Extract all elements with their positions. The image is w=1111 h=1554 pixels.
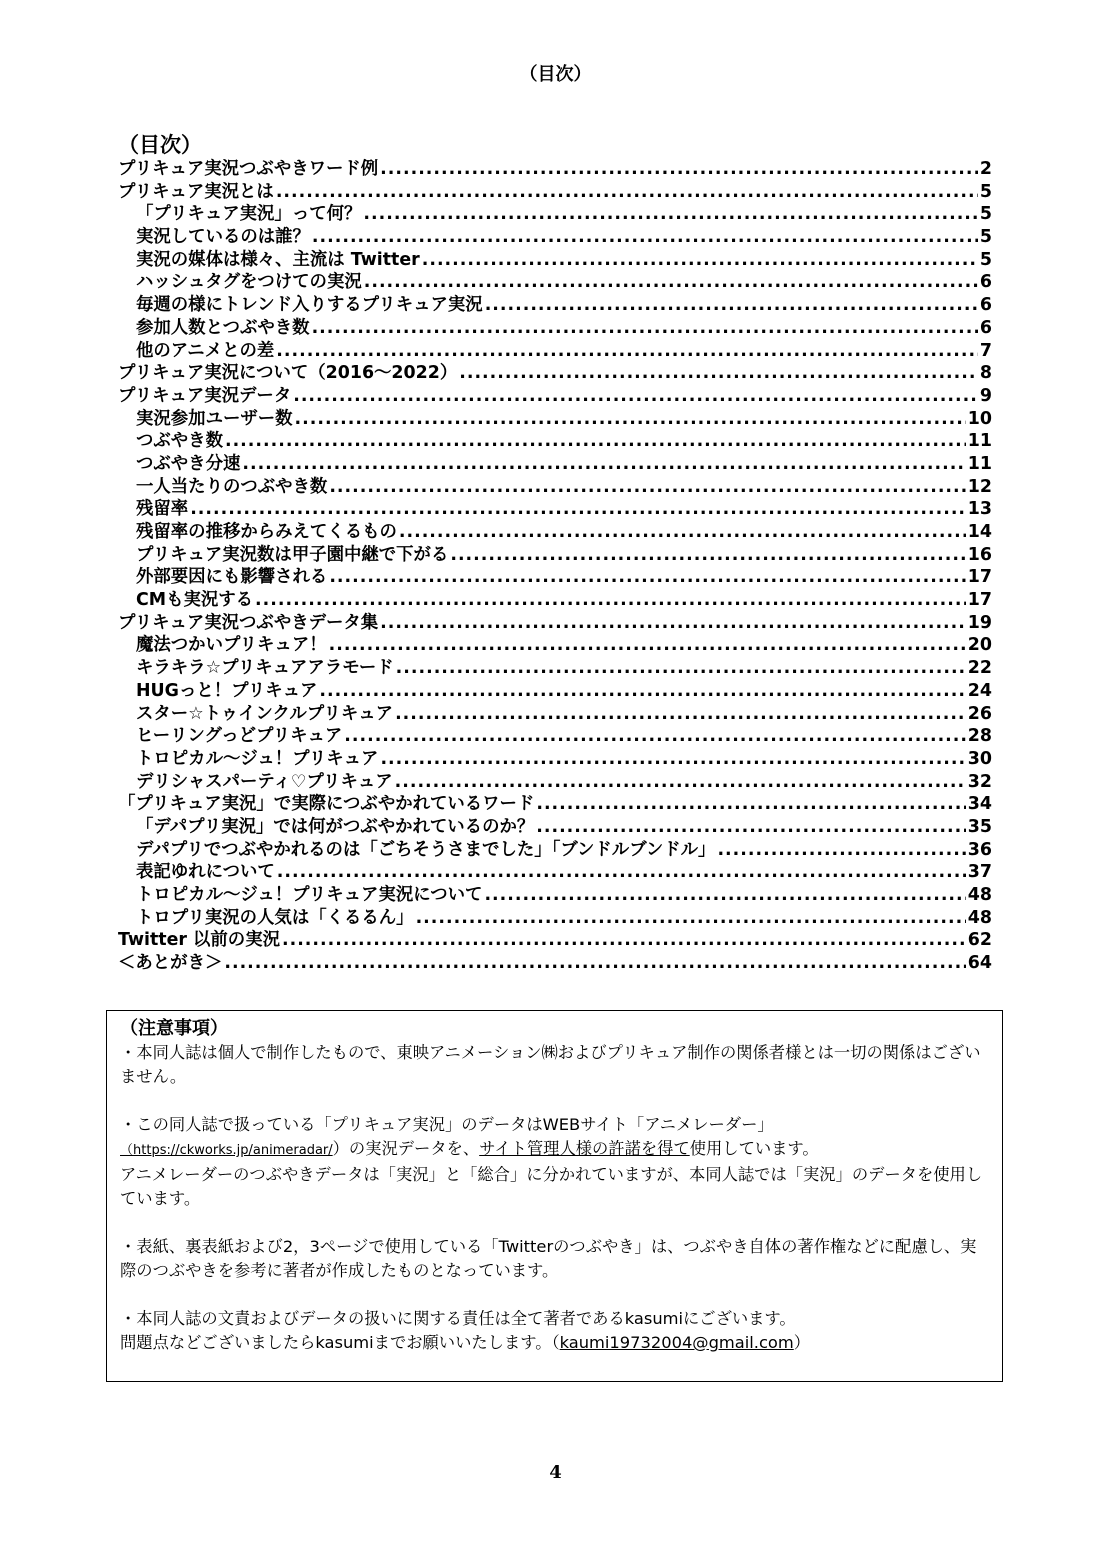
toc-entry-title: 外部要因にも影響される [136,567,328,588]
toc-entry-page: 36 [967,839,992,860]
toc-entry-page: 48 [967,907,992,928]
toc-leader-dots [224,952,965,975]
toc-entry[interactable] [118,771,992,794]
toc-leader-dots [329,634,966,657]
toc-entry-title: 残留率 [136,499,189,520]
toc-entry-title: 毎週の様にトレンド入りするプリキュア実況 [136,295,483,316]
toc-entry-title: 他のアニメとの差 [136,340,275,361]
toc-entry-title: プリキュア実況数は甲子園中継で下がる [136,544,449,565]
contact-email-link[interactable]: kaumi19732004@gmail.com [559,1333,794,1352]
toc-entry-page: 6 [979,295,992,316]
toc-entry-title: プリキュア実況とは [118,181,274,202]
toc-leader-dots [536,816,966,839]
toc-list [118,158,992,975]
notes-box [106,1010,1003,1382]
toc-leader-dots [536,793,965,816]
toc-entry-title: プリキュア実況つぶやきデータ集 [118,612,379,633]
note-data-source-line2: （https://ckworks.jp/animeradar/）の実況データを、サイト管理人様の許諾を得て使用しています。 [120,1139,819,1158]
toc-leader-dots [450,544,965,567]
toc-leader-dots [329,566,965,589]
toc-entry-page: 2 [979,159,992,179]
toc-entry[interactable] [118,793,992,816]
toc-leader-dots [319,680,965,703]
toc-entry-title: スター☆トゥインクルプリキュア [136,703,394,724]
toc-entry[interactable] [118,294,992,317]
toc-entry-title: 表記ゆれについて [136,862,275,883]
toc-entry-title: 「プリキュア実況」で実際につぶやかれているワード [118,794,535,815]
permission-text: サイト管理人様の許諾を得て [479,1139,690,1158]
table-of-contents [118,132,992,975]
toc-entry-title: つぶやき分速 [136,453,241,474]
toc-entry-page: 35 [967,816,992,837]
toc-entry-title: 「デパプリ実況」では何がつぶやかれているのか？ [136,816,535,837]
toc-entry-page: 17 [967,567,992,588]
toc-entry-page: 62 [967,930,992,951]
toc-leader-dots [363,203,978,226]
toc-leader-dots [484,884,965,907]
toc-entry-title: デパプリでつぶやかれるのは「ごちそうさまでした」「ブンドルブンドル」 [136,839,716,860]
toc-entry[interactable] [118,340,992,363]
toc-entry-title: 実況参加ユーザー数 [136,408,293,429]
toc-leader-dots [295,408,966,431]
toc-entry[interactable] [118,476,992,499]
toc-entry-title: 魔法つかいプリキュア！ [136,635,327,656]
toc-entry-title: トロプリ実況の人気は「くるるん」 [136,907,414,928]
toc-leader-dots [276,181,978,204]
toc-entry-page: 64 [967,953,992,974]
note-data-source-line1: ・この同人誌で扱っている「プリキュア実況」のデータはWEBサイト「アニメレーダー」 [120,1115,774,1134]
toc-entry[interactable] [118,748,992,771]
toc-entry[interactable] [118,317,992,340]
toc-entry-title: 残留率の推移からみえてくるもの [136,522,397,542]
toc-entry-page: 26 [967,703,992,724]
toc-leader-dots [276,340,978,363]
toc-entry-page: 13 [967,499,992,520]
toc-entry-page: 14 [967,522,992,542]
toc-entry[interactable] [118,498,992,521]
toc-entry[interactable] [118,203,992,226]
toc-entry[interactable] [118,430,992,453]
toc-leader-dots [399,521,966,544]
toc-leader-dots [225,430,966,453]
toc-entry-title: トロピカル～ジュ！プリキュア実況について [136,885,483,905]
toc-entry[interactable] [118,181,992,204]
note-disclaimer: ・本同人誌は個人で制作したもので、東映アニメーション㈱およびプリキュア制作の関係者様とは一切の関係はございません。 [120,1043,981,1086]
toc-entry-page: 20 [967,635,992,656]
toc-entry[interactable] [118,521,992,544]
toc-entry[interactable] [118,680,992,703]
toc-leader-dots [485,294,978,317]
toc-entry-title: CMも実況する [136,590,254,611]
toc-entry[interactable] [118,929,992,952]
toc-entry-title: 「プリキュア実況」って何？ [136,204,362,225]
toc-leader-dots [344,725,966,748]
toc-entry-page: 12 [967,476,992,497]
toc-entry-page: 6 [979,317,992,338]
toc-leader-dots [380,612,966,635]
toc-entry-page: 16 [967,544,992,565]
page-header: （目次） [519,64,592,85]
toc-entry-page: 28 [967,726,992,747]
toc-leader-dots [422,249,978,272]
toc-title: （目次） [118,133,202,157]
toc-leader-dots [380,748,965,771]
toc-leader-dots [329,476,965,499]
toc-entry[interactable] [118,703,992,726]
toc-entry-page: 8 [979,363,992,384]
toc-entry-page: 37 [967,862,992,883]
page-number: 4 [549,1462,562,1483]
toc-entry-title: ヒーリングっどプリキュア [136,726,343,747]
note-data-source-line3: アニメレーダーのつぶやきデータは「実況」と「総合」に分かれていますが、本同人誌では「実況」のデータを使用しています。 [120,1165,983,1208]
toc-leader-dots [277,861,966,884]
notes-title: （注意事項） [120,1018,228,1039]
toc-leader-dots [255,589,966,612]
toc-entry[interactable] [118,249,992,272]
toc-entry-page: 30 [967,748,992,769]
toc-entry-page: 9 [979,385,992,406]
toc-leader-dots [282,929,966,952]
toc-leader-dots [459,362,978,385]
toc-leader-dots [312,317,978,340]
toc-entry[interactable] [118,408,992,431]
toc-entry-page: 48 [967,885,992,905]
toc-entry-page: 5 [979,249,992,270]
toc-entry-page: 7 [979,340,992,361]
toc-leader-dots [395,703,966,726]
toc-entry[interactable] [118,544,992,567]
toc-entry-title: プリキュア実況データ [118,385,292,406]
toc-entry-page: 32 [967,771,992,792]
toc-entry[interactable] [118,952,992,975]
toc-entry[interactable] [118,839,992,862]
toc-entry[interactable] [118,612,992,635]
toc-entry[interactable] [118,271,992,294]
toc-entry[interactable] [118,566,992,589]
toc-entry-title: プリキュア実況について（2016～2022） [118,363,458,384]
toc-entry-page: 17 [967,590,992,611]
toc-entry[interactable] [118,725,992,748]
toc-entry-title: 実況しているのは誰？ [136,227,310,248]
toc-entry-title: デリシャスパーティ♡プリキュア [136,771,393,792]
toc-entry-page: 19 [967,612,992,633]
toc-leader-dots [190,498,966,521]
toc-leader-dots [380,158,978,181]
toc-entry-page: 11 [967,453,992,474]
note-contact: 問題点などございましたらkasumiまでお願いいたします。（kaumi19732004@gmail.com） [120,1333,811,1352]
toc-entry[interactable] [118,385,992,408]
toc-entry[interactable] [118,589,992,612]
toc-entry-title: Twitter 以前の実況 [118,930,280,951]
toc-entry-page: 5 [979,181,992,202]
toc-entry-page: 24 [967,680,992,701]
toc-entry-title: キラキラ☆プリキュアアラモード [136,658,394,679]
toc-entry[interactable] [118,907,992,930]
toc-entry-page: 11 [967,431,992,452]
toc-leader-dots [312,226,978,249]
toc-entry-page: 5 [979,227,992,248]
toc-entry[interactable] [118,816,992,839]
toc-entry[interactable] [118,226,992,249]
toc-leader-dots [717,839,965,862]
toc-entry-title: ハッシュタグをつけての実況 [136,272,362,293]
toc-entry[interactable] [118,158,992,181]
toc-entry-title: HUGっと！プリキュア [136,680,318,701]
toc-leader-dots [364,271,978,294]
toc-entry-title: プリキュア実況つぶやきワード例 [118,159,379,179]
toc-leader-dots [416,907,966,930]
toc-entry-title: つぶやき数 [136,431,223,452]
toc-entry-title: 実況の媒体は様々、主流は Twitter [136,249,420,270]
toc-entry-title: ＜あとがき＞ [118,953,223,974]
note-responsibility: ・本同人誌の文責およびデータの扱いに関する責任は全て著者であるkasumiにございます。 [120,1309,796,1328]
toc-entry[interactable] [118,884,992,907]
toc-entry[interactable] [118,362,992,385]
toc-leader-dots [396,657,966,680]
toc-leader-dots [293,385,978,408]
toc-entry[interactable] [118,634,992,657]
toc-entry[interactable] [118,453,992,476]
toc-entry-page: 6 [979,272,992,293]
toc-leader-dots [242,453,965,476]
toc-entry[interactable] [118,657,992,680]
toc-entry-title: 参加人数とつぶやき数 [136,317,310,338]
note-twitter-quotes: ・表紙、裏表紙および2，3ページで使用している「Twitterのつぶやき」は、つぶやき自体の著作権などに配慮し、実際のつぶやきを参考に著者が作成したものとなっています。 [120,1237,977,1280]
toc-entry-page: 22 [967,658,992,679]
toc-leader-dots [395,771,966,794]
toc-entry-title: トロピカル～ジュ！プリキュア [136,748,379,769]
toc-entry-page: 10 [967,408,992,429]
toc-entry[interactable] [118,861,992,884]
toc-entry-title: 一人当たりのつぶやき数 [136,476,328,497]
toc-entry-page: 5 [979,204,992,225]
toc-entry-page: 34 [967,794,992,815]
animeradar-link[interactable]: https://ckworks.jp/animeradar/ [133,1143,333,1158]
